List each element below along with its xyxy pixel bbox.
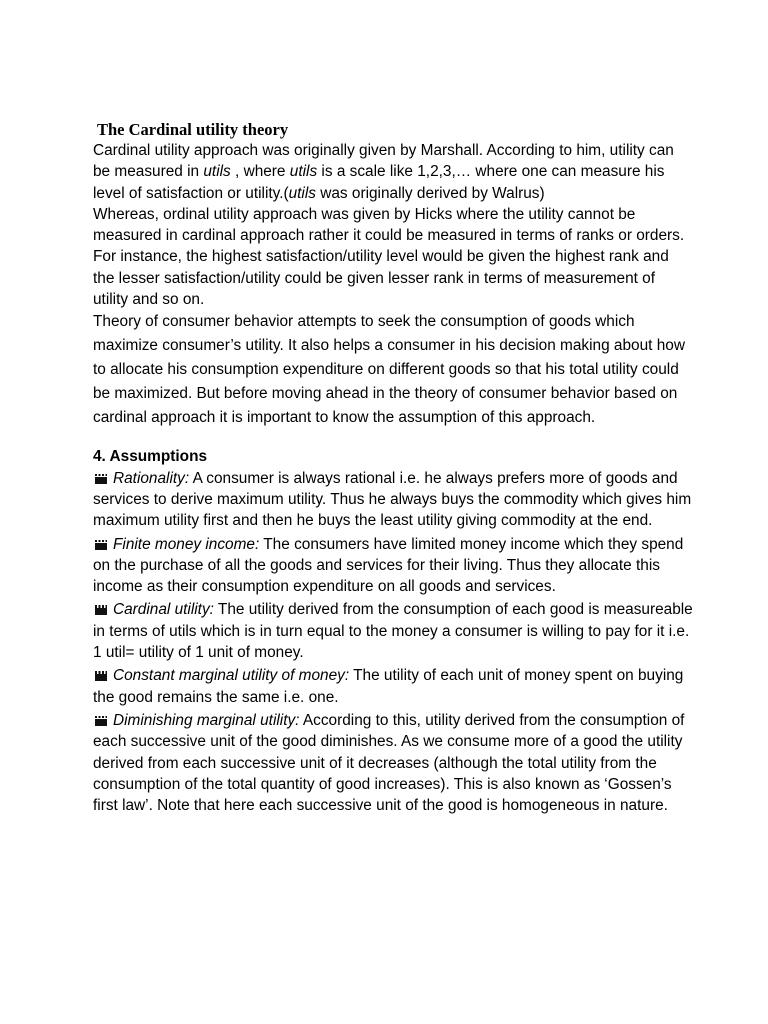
assumption-text: The utility of each unit of money spent on buying the good remains the same i.e. one. (93, 667, 684, 706)
assumption-item (93, 534, 693, 598)
assumption-text: According to this, utility derived from the consumption of each successive unit of the good diminishes. As we consume more of a good the utility derived from each successive unit of it decreases (although the total utility from the consumption of the total quantity of good increases). This is also known as ‘Gossen’s first law’. Note that here each successive unit of the good is homogeneous in nature. (93, 711, 685, 815)
assumption-term: Finite money income: (113, 535, 260, 553)
clapperboard-icon (95, 671, 107, 681)
clapperboard-icon (95, 540, 107, 550)
assumption-text: The consumers have limited money income which they spend on the purchase of all the goods and services for their living. Thus they allocate this income as their consumption expenditure on all goods and services. (93, 535, 684, 596)
assumption-item (93, 665, 693, 708)
assumption-term: Diminishing marginal utility: (113, 711, 300, 729)
clapperboard-icon (95, 716, 107, 726)
paragraph-consumer-behavior: Theory of consumer behavior attempts to seek the consumption of goods which maximize consumer’s utility. It also helps a consumer in his decision making about how to allocate his consumption expenditure on different goods so that his total utility could be maximized. But before moving ahead in the theory of consumer behavior based on cardinal approach it is important to know the assumption of this approach. (93, 313, 685, 427)
paragraph-ordinal-utility: Whereas, ordinal utility approach was given by Hicks where the utility cannot be measured in cardinal approach rather it could be measured in terms of ranks or orders. For instance, the highest satisfaction/utility level would be given the highest rank and the lesser satisfaction/utility could be given lesser rank in terms of measurement of utility and so on. (93, 205, 685, 309)
assumption-item (93, 599, 693, 663)
assumption-term: Constant marginal utility of money: (113, 667, 350, 685)
document-title: The Cardinal utility theory (97, 120, 289, 139)
assumption-item (93, 710, 693, 816)
document-page (93, 119, 693, 816)
paragraph-cardinal-utility: Cardinal utility approach was originally given by Marshall. According to him, utility can be measured in utils , where utils is a scale like 1,2,3,… where one can measure his level of satisfaction or utility.(utils was originally derived by Walrus) (93, 142, 674, 202)
assumption-term: Rationality: (113, 469, 190, 487)
clapperboard-icon (95, 605, 107, 615)
assumption-item (93, 468, 693, 532)
assumption-text: The utility derived from the consumption of each good is measureable in terms of utils which is in turn equal to the money a consumer is willing to pay for it i.e. 1 util= utility of 1 unit of money. (93, 601, 693, 662)
assumption-text: A consumer is always rational i.e. he always prefers more of goods and services to derive maximum utility. Thus he always buys the commodity which gives him maximum utility first and then he buys the least utility giving commodity at the end. (93, 469, 692, 530)
clapperboard-icon (95, 474, 107, 484)
assumptions-heading: 4. Assumptions (93, 448, 208, 466)
assumption-term: Cardinal utility: (113, 601, 214, 619)
